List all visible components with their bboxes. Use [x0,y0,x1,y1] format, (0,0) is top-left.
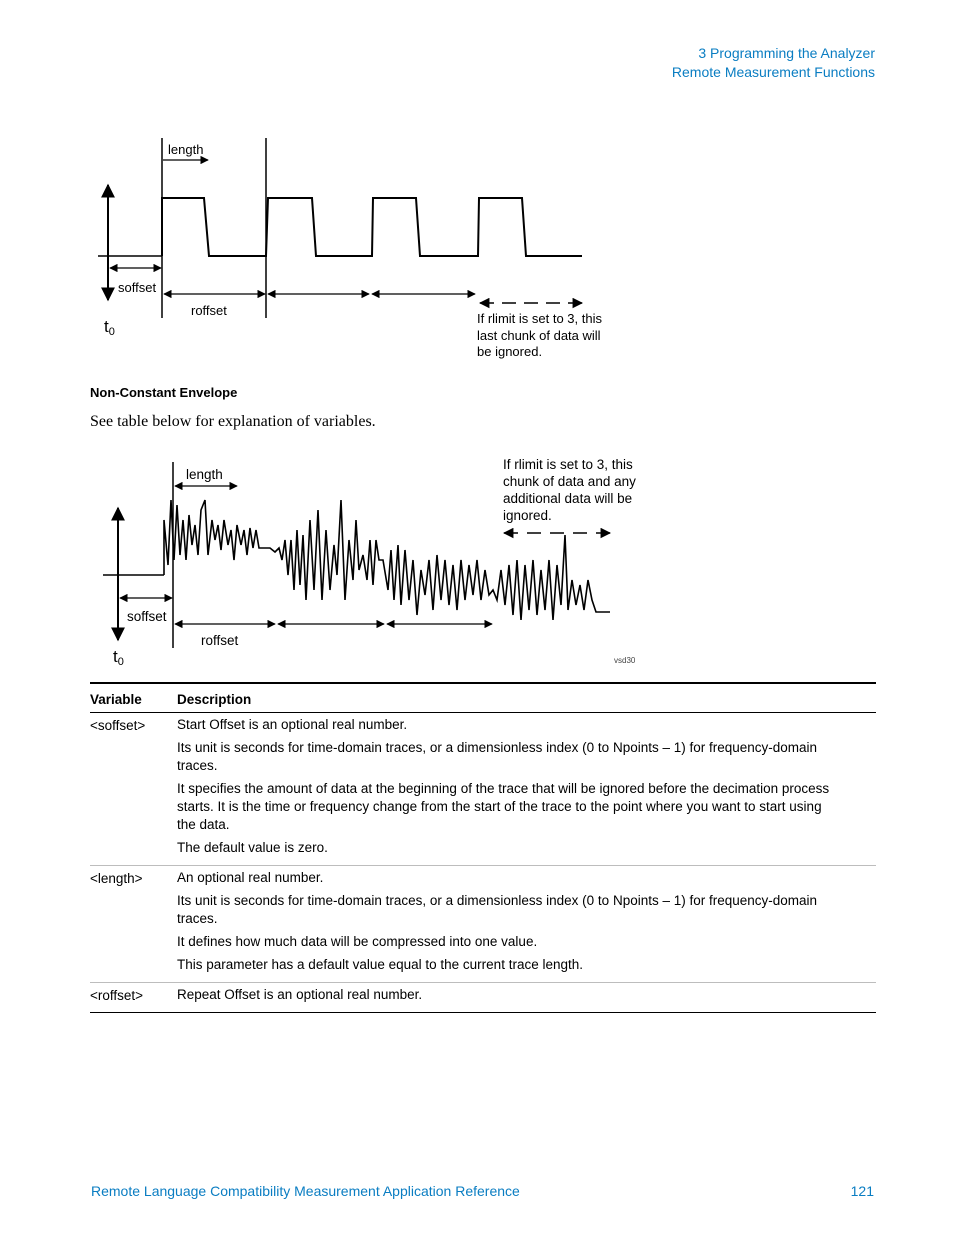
description-paragraph: Repeat Offset is an optional real number. [177,987,423,1002]
length-label: length [186,467,223,482]
pulse-diagram [98,138,606,359]
description-cell [177,983,876,1013]
pulse-waveform [162,198,582,256]
description-paragraph: Its unit is seconds for time-domain traces, or a dimensionless index (0 to Npoints – 1) for frequency-domain traces. [177,893,818,926]
rlimit-note: If rlimit is set to 3, this chunk of data and any additional data will be ignored. [503,457,636,523]
variables-table [90,682,876,1013]
roffset-label: roffset [191,303,227,318]
variable-cell: <roffset> [90,983,177,1013]
description-paragraph: The default value is zero. [177,840,328,855]
t0-label: t0 [113,647,124,668]
soffset-label: soffset [127,609,167,624]
t0-label: t0 [104,317,115,338]
table-row [90,866,876,983]
description-paragraph: An optional real number. [177,870,324,885]
description-cell [177,866,876,983]
envelope-diagram [103,457,640,668]
description-paragraph: It specifies the amount of data at the beginning of the trace that will be ignored before the decimation process starts. It is the time or frequency change from the start of the trace to the point where you want to start using the data. [177,781,830,832]
intro-paragraph: See table below for explanation of variables. [90,413,376,430]
footer-title: Remote Language Compatibility Measurement Application Reference [91,1183,520,1199]
description-paragraph: It defines how much data will be compressed into one value. [177,934,538,949]
length-label: length [168,142,204,157]
figure-code: vsd30 [614,656,636,665]
rlimit-note: If rlimit is set to 3, this last chunk of data will be ignored. [477,311,602,359]
header-variable: Variable [90,683,177,713]
soffset-label: soffset [118,280,157,295]
description-paragraph: Start Offset is an optional real number. [177,717,408,732]
section-heading: Non-Constant Envelope [90,385,238,400]
description-cell [177,713,876,866]
table-header-row [90,683,876,713]
chapter-title: 3 Programming the Analyzer [698,45,875,61]
table-row [90,713,876,866]
description-paragraph: This parameter has a default value equal to the current trace length. [177,957,583,972]
variable-cell: <soffset> [90,713,177,866]
section-title-header: Remote Measurement Functions [671,64,875,80]
page-number: 121 [850,1183,874,1199]
table-row [90,983,876,1013]
roffset-label: roffset [201,633,239,648]
variable-cell: <length> [90,866,177,983]
header-description: Description [177,683,876,713]
description-paragraph: Its unit is seconds for time-domain traces, or a dimensionless index (0 to Npoints – 1) for frequency-domain traces. [177,740,818,773]
